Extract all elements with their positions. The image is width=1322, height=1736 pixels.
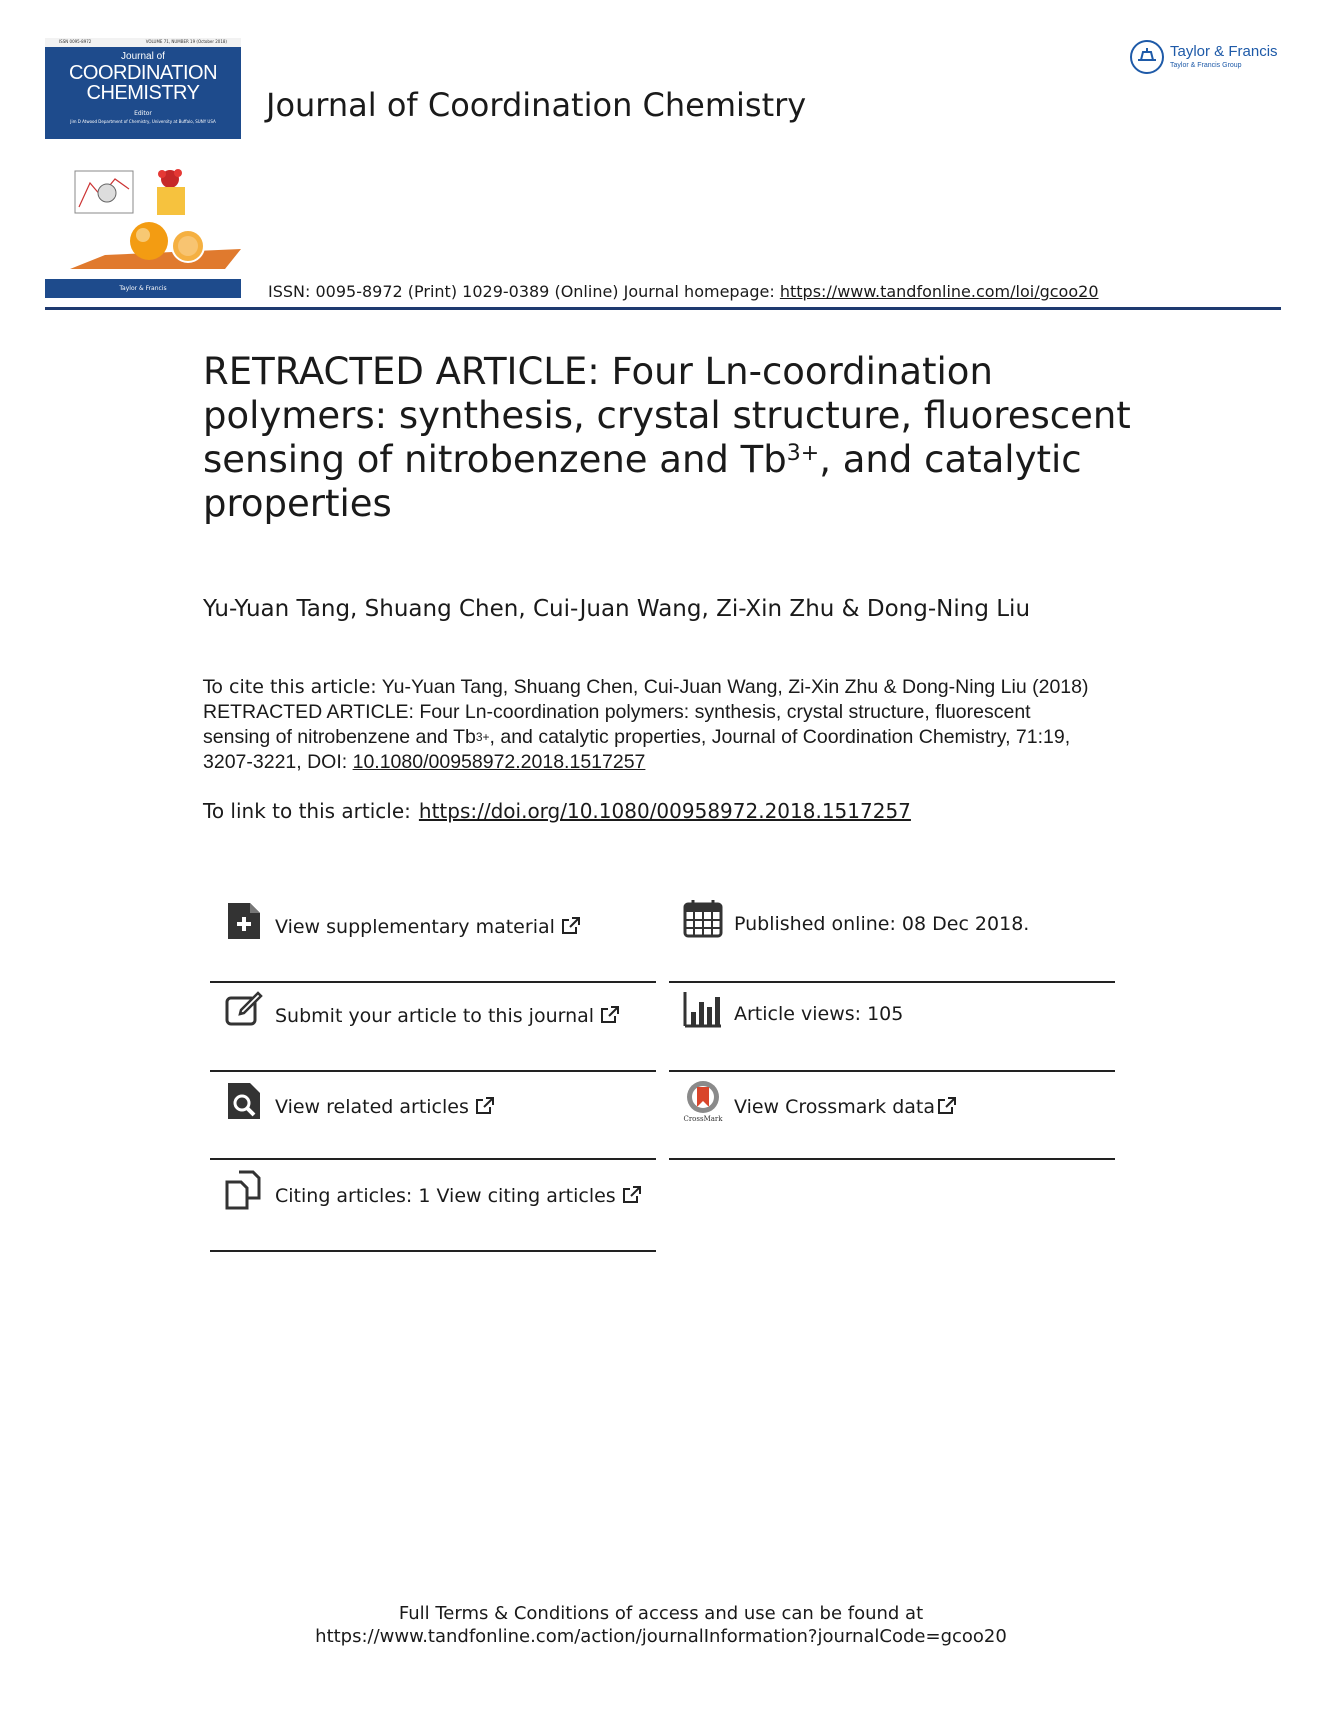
crossmark-text: View Crossmark data	[734, 1096, 936, 1118]
cover-title-band	[45, 47, 241, 139]
taylor-francis-logo-icon	[1128, 38, 1166, 76]
journal-homepage-link[interactable]: https://www.tandfonline.com/loi/gcoo20	[779, 282, 1099, 301]
external-link-icon	[600, 1005, 620, 1025]
article-title	[203, 350, 1183, 526]
related-label	[275, 1063, 495, 1151]
article-views	[669, 970, 1115, 1058]
cover-editor-label: Editor	[134, 110, 152, 117]
citation-superscript: 3+	[475, 730, 490, 744]
crossmark-link[interactable]	[669, 1063, 1115, 1151]
citation-text-1: Yu-Yuan Tang, Shuang Chen, Cui-Juan Wang, Zi-Xin Zhu & Dong-Ning Liu (2018) RETRACTED ARTICLE: Four Ln-coordination polymers: synthesis, crystal structure, fluorescent sensing of nitrobenzene and Tb	[203, 676, 1089, 748]
terms-url[interactable]: https://www.tandfonline.com/action/journalInformation?journalCode=gcoo20	[315, 1626, 1007, 1647]
citation-label: To cite this article:	[203, 676, 377, 698]
published-date	[669, 880, 1115, 968]
submit-text: Submit your article to this journal	[275, 1005, 595, 1027]
divider	[210, 1250, 656, 1252]
cover-top-strip	[45, 38, 241, 47]
divider	[669, 1158, 1115, 1160]
cover-title-line1: COORDINATION	[68, 62, 218, 84]
journal-title: Journal of Coordination Chemistry	[266, 86, 807, 124]
cover-footer: Taylor & Francis	[45, 279, 241, 298]
publisher-name: Taylor & Francis	[1170, 43, 1278, 60]
calendar-icon	[683, 898, 723, 938]
published-text: Published online: 08 Dec 2018.	[734, 913, 1030, 935]
cover-issn: ISSN 0095-8972	[59, 39, 92, 44]
supplementary-material-link[interactable]	[210, 883, 656, 971]
external-link-icon	[937, 1096, 957, 1116]
article-authors: Yu-Yuan Tang, Shuang Chen, Cui-Juan Wang, Zi-Xin Zhu & Dong-Ning Liu	[203, 596, 1031, 622]
submit-label	[275, 972, 620, 1060]
publisher-group: Taylor & Francis Group	[1170, 62, 1242, 69]
citing-text: Citing articles: 1 View citing articles	[275, 1185, 616, 1207]
crossmark-icon	[683, 1079, 723, 1123]
document-plus-icon	[224, 901, 264, 941]
publisher-logo[interactable]	[1128, 38, 1298, 76]
cover-editor: Jim D Atwood Department of Chemistry, University at Buffalo, SUNY USA	[70, 119, 216, 124]
article-doi-url[interactable]: https://doi.org/10.1080/00958972.2018.1517257	[418, 799, 911, 823]
copy-documents-icon	[224, 1170, 264, 1210]
article-link-line	[203, 799, 911, 823]
citation-block	[203, 675, 1103, 775]
cover-journal-of: Journal of	[121, 51, 165, 62]
crossmark-label	[734, 1063, 957, 1151]
citation-text-2: , and catalytic properties, Journal of Coordination Chemistry, 71:19, 3207-3221, DOI:	[203, 726, 1071, 773]
cover-artwork	[45, 161, 241, 276]
supplementary-text: View supplementary material	[275, 916, 555, 938]
bar-chart-icon	[683, 988, 723, 1028]
article-title-superscript: 3+	[786, 441, 820, 466]
cover-volume: VOLUME 71, NUMBER 19 (October 2018)	[145, 39, 227, 44]
views-text: Article views: 105	[734, 1003, 904, 1025]
header-divider	[45, 307, 1281, 310]
external-link-icon	[622, 1185, 642, 1205]
related-text: View related articles	[275, 1096, 469, 1118]
external-link-icon	[475, 1096, 495, 1116]
citing-articles-link[interactable]	[210, 1152, 656, 1240]
article-title-part1: RETRACTED ARTICLE: Four Ln-coordination polymers: synthesis, crystal structure, fluorescent sensing of nitrobenzene and Tb	[203, 350, 1131, 481]
submit-article-link[interactable]	[210, 972, 656, 1060]
supplementary-label	[275, 883, 581, 971]
issn-line	[268, 282, 1099, 301]
issn-text: ISSN: 0095-8972 (Print) 1029-0389 (Online) Journal homepage:	[268, 282, 780, 301]
article-link-label: To link to this article:	[203, 799, 411, 823]
article-title-part2: , and catalytic properties	[203, 438, 1082, 525]
document-search-icon	[224, 1081, 264, 1121]
terms-footer	[0, 1602, 1322, 1648]
journal-cover	[45, 38, 241, 276]
edit-icon	[224, 990, 264, 1030]
crossmark-logo-text: CrossMark	[683, 1115, 723, 1123]
citing-label	[275, 1152, 642, 1240]
related-articles-link[interactable]	[210, 1063, 656, 1151]
cover-title-line2: CHEMISTRY	[86, 82, 200, 104]
external-link-icon	[561, 916, 581, 936]
citation-doi-link[interactable]: 10.1080/00958972.2018.1517257	[352, 751, 646, 773]
terms-line1: Full Terms & Conditions of access and use can be found at	[398, 1603, 924, 1624]
